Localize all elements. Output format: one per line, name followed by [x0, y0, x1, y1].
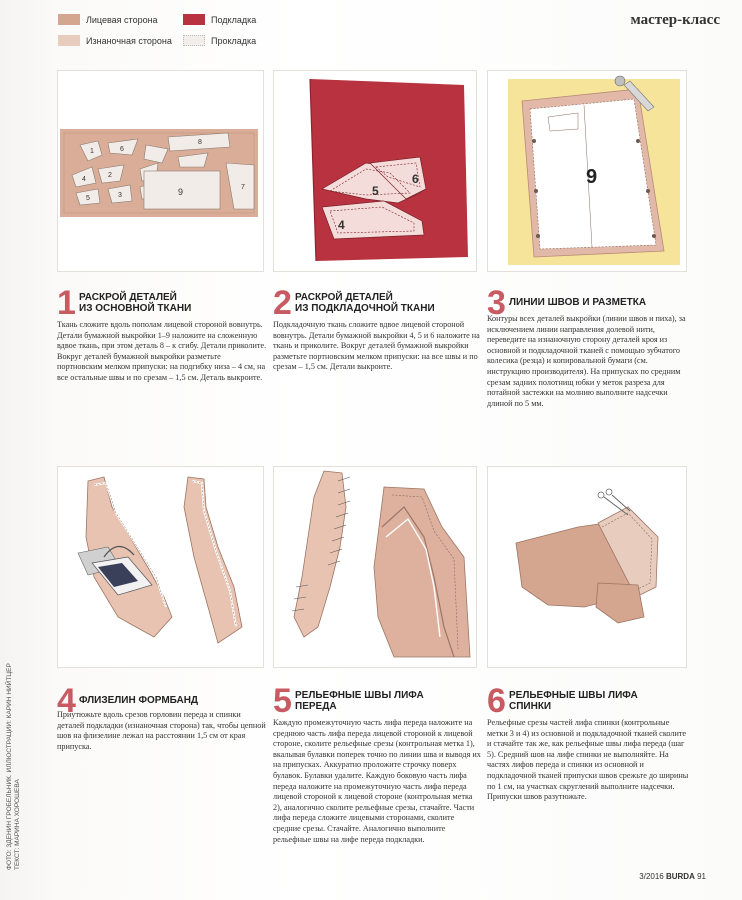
legend-swatch-face: [58, 14, 80, 25]
step-6-number: 6: [487, 682, 506, 720]
legend-item-lining: [183, 14, 256, 25]
step-1-title-line1: РАСКРОЙ ДЕТАЛЕЙ: [79, 292, 177, 303]
p1-num-2: 2: [108, 172, 112, 179]
illustration-step-1: [57, 70, 264, 272]
step-2-title: [295, 292, 495, 314]
legend-swatch-lining: [183, 14, 205, 25]
color-legend: [58, 14, 298, 58]
step-4: [57, 682, 267, 768]
credits-line2: ТЕКСТ: МАРИНА ХОРОШЕВА: [14, 779, 21, 870]
p1-num-7: 7: [241, 184, 245, 191]
step-3-title-line1: ЛИНИИ ШВОВ И РАЗМЕТКА: [509, 297, 647, 308]
step-5-number: 5: [273, 682, 292, 720]
p3-num-9: 9: [586, 166, 598, 188]
step-6-title-line1: РЕЛЬЕФНЫЕ ШВЫ ЛИФА: [509, 690, 638, 701]
step-6-title: [509, 690, 709, 712]
legend-swatch-interfacing: [183, 35, 205, 46]
p1-num-6: 6: [120, 146, 124, 153]
legend-item-interfacing: [183, 35, 256, 46]
step-4-title: [79, 695, 279, 706]
legend-item-face: [58, 14, 158, 25]
cutting-layout-drawing: [58, 71, 263, 271]
legend-swatch-wrong-side: [58, 35, 80, 46]
photo-credits: [6, 663, 22, 870]
step-1-number: 1: [57, 284, 76, 322]
back-bodice-seams-drawing: [488, 467, 686, 667]
illustration-step-4: [57, 466, 264, 668]
illustration-step-6: [487, 466, 687, 668]
legend-label-wrong-side: Изнаночная сторона: [86, 35, 172, 46]
section-title: мастер-класс: [630, 12, 720, 28]
step-2-title-line2: ИЗ ПОДКЛАДОЧНОЙ ТКАНИ: [295, 303, 435, 314]
legend-label-face: Лицевая сторона: [86, 14, 158, 25]
illustration-step-2: [273, 70, 477, 272]
step-3-number: 3: [487, 284, 506, 322]
step-2: [273, 284, 483, 410]
step-3: [487, 284, 692, 430]
p2-num-4: 4: [338, 218, 345, 232]
step-6: [487, 682, 692, 838]
footer-page-number: 91: [697, 872, 706, 881]
credits-line1: ФОТО: ЗДЕНИН ГРОБЕЛЬНИК. ИЛЛЮСТРАЦИИ: КАРИН НИЙТЦЕР: [6, 663, 13, 870]
step-3-text: Контуры всех деталей выкройки (линии швов и пиха), за исключением линии направления долевой нити, переведите на изнаночную сторону деталей кроя из основной и подкладочной тканей с помощью зубчатого колесика (резца) и копировальной бумаги (см. инструкцию производителя). На припусках по средним срезам задних полотнищ юбки у меток разреза для потайной застежки на молнию выполните надсечки длиной по 5 мм.: [487, 314, 686, 408]
p2-num-5: 5: [372, 184, 379, 198]
p1-num-9: 9: [178, 187, 184, 197]
p1-num-3: 3: [118, 192, 122, 199]
legend-label-lining: Подкладка: [211, 14, 257, 25]
step-1: [57, 284, 267, 410]
step-1-title: [79, 292, 279, 314]
p1-num-8: 8: [198, 139, 202, 146]
p1-num-5: 5: [86, 195, 90, 202]
step-5-title: [295, 690, 495, 712]
step-3-title: [509, 297, 709, 308]
step-6-text: Рельефные срезы частей лифа спинки (контрольные метки 3 и 4) из основной и подкладочной тканей сколите и стачайте так же, как рельефные швы лифа переда (шаг 5). Средний шов на лифе спинки не выполняйте. На частях лифов переда и спинки из основной и подкладочной тканей припуски швов срежьте до ширины по 1 см, на участках скруглений выполните надсечки. Припуски швов разутюжьте.: [487, 718, 689, 802]
step-2-number: 2: [273, 284, 292, 322]
step-2-text: Подкладочную ткань сложите вдвое лицевой стороной вовнутрь. Детали бумажной выкройки 4, 5 и 6 наложите на ткань и приколите. Вокруг деталей бумажной выкройки разметьте портновским мелком припуски: на все швы и по срезам – 1,5 см. Детали выкроите.: [273, 320, 480, 372]
front-bodice-seams-drawing: [274, 467, 476, 667]
footer-brand: BURDA: [665, 872, 695, 881]
step-2-title-line1: РАСКРОЙ ДЕТАЛЕЙ: [295, 292, 393, 303]
lining-layout-drawing: [274, 71, 476, 271]
step-5-title-line2: ПЕРЕДА: [295, 701, 337, 712]
step-5-title-line1: РЕЛЬЕФНЫЕ ШВЫ ЛИФА: [295, 690, 424, 701]
illustration-step-3: [487, 70, 687, 272]
step-5-text: Каждую промежуточную часть лифа переда наложите на среднюю часть лифа переда лицевой стороной к лицевой стороне, сколите рельефные срезы (контрольная метка 1), вкалывая булавки поперек точно по линии шва и выводя их на припусках. Аккуратно проложите строчку поверх булавок. Булавки удалите. Каждую боковую часть лифа переда наложите на промежуточную часть лифа переда лицевой стороной к лицевой стороне (контрольная метка 2), аналогично сколите рельефные срезы, стачайте. Части лифа переда сложите лицевыми сторонами, сколите средние срезы. Стачайте. Аналогично выполните рельефные швы на лифе переда подкладки.: [273, 718, 481, 844]
step-1-text: Ткань сложите вдоль пополам лицевой стороной вовнутрь. Детали бумажной выкройки 1–9 наложите на сложенную вдвое ткань, при этом деталь 8 – к сгибу. Детали приколите. Вокруг деталей бумажной выкройки разметьте портновским мелком припуски: на подгибку низа – 4 см, на все остальные швы и по срезам – 1,5 см. Деталь выкроите.: [57, 320, 267, 382]
footer-issue: 3/2016: [639, 872, 664, 881]
p1-num-1: 1: [90, 148, 94, 155]
legend-label-interfacing: Прокладка: [211, 35, 257, 46]
illustration-step-5: [273, 466, 477, 668]
p1-num-4: 4: [82, 176, 86, 183]
step-4-text: Приутюжьте вдоль срезов горловин переда и спинки деталей подкладки (изнаночная сторона) так, чтобы цепной шов на флизелине лежал на расстоянии 1,5 см от края припуска.: [57, 710, 266, 751]
step-6-title-line2: СПИНКИ: [509, 701, 552, 712]
interfacing-drawing: [58, 467, 263, 667]
marking-drawing: [488, 71, 686, 271]
p2-num-6: 6: [412, 172, 419, 186]
page-footer: [639, 872, 706, 881]
step-5: [273, 682, 483, 868]
step-4-number: 4: [57, 682, 76, 720]
step-1-title-line2: ИЗ ОСНОВНОЙ ТКАНИ: [79, 303, 192, 314]
legend-item-wrong-side: [58, 35, 172, 46]
step-4-title-line1: ФЛИЗЕЛИН ФОРМБАНД: [79, 695, 199, 706]
